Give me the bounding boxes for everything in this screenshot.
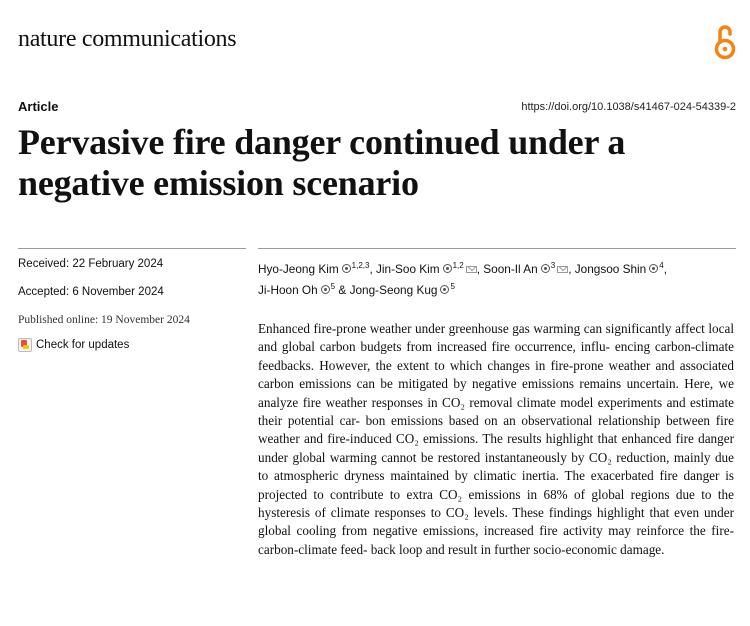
author-separator: , [476,262,484,276]
abstract-line: The exacerbated fire danger is projected to contribute to extra CO₂ emissions [258,468,735,502]
published-date: Published online: 19 November 2024 [18,314,190,326]
abstract-line: reduction, mainly due to atmospheric dryness maintained by climatic inertia. [258,449,734,484]
author-list [258,257,738,299]
received-date: Received: 22 February 2024 [18,258,164,270]
author [258,283,335,297]
abstract-line: and fire-induced CO₂ emissions. The results highlight that enhanced fire [303,431,699,447]
abstract-line: encing carbon-climate feedbacks. However, the extent to which changes in [258,339,734,373]
divider-right [258,248,736,249]
article-type: Article [18,99,59,114]
affiliation-number[interactable]: 1,2 [452,261,464,270]
abstract [258,320,734,559]
orcid-icon[interactable] [541,264,550,273]
affiliation-number[interactable]: 3 [550,261,556,270]
journal-name[interactable]: nature communications [18,26,237,52]
orcid-icon[interactable] [649,264,658,273]
author-separator: , [369,262,377,276]
affiliation-number[interactable]: 5 [330,282,336,291]
abstract-line: negative emissions remains uncertain. Here, we analyze fire weather responses [258,376,734,410]
envelope-icon[interactable] [557,266,568,273]
abstract-line: back loop and result in further socio-economic damage. [370,541,665,557]
author-name[interactable]: Jong-Seong Kug [349,283,438,297]
author-name[interactable]: Jongsoo Shin [574,262,647,276]
abstract-line: in 68% of global regions due to the hysteresis of climate responses to CO₂ [258,486,734,521]
abstract-line: affect local and global carbon budgets from increased fire occurrence, influ- [258,321,734,355]
abstract-line: Enhanced fire-prone weather under greenhouse gas warming can significantly [258,321,676,336]
affiliation-number[interactable]: 5 [450,282,455,291]
abstract-line: fire-prone weather and associated carbon emissions can be mitigated by [258,357,734,392]
author-name[interactable]: Ji-Hoon Oh [258,283,318,297]
accepted-date: Accepted: 6 November 2024 [18,286,164,298]
author-separator: , [568,262,575,276]
abstract-line: danger under global warming cannot be restored instantaneously by CO₂ [258,431,734,465]
check-for-updates-button[interactable] [18,338,129,352]
divider-left [18,248,246,249]
article-title: Pervasive fire danger continued under a negative emission scenario [18,122,626,203]
orcid-icon[interactable] [440,285,449,294]
envelope-icon[interactable] [466,266,477,273]
author-separator: & [335,283,350,297]
check-for-updates-label: Check for updates [36,339,130,351]
author [483,262,568,276]
author-separator: , [663,262,667,276]
abstract-line: bon emissions based on an observational relationship between fire weather [258,413,734,447]
author [575,262,664,276]
open-access-lock-icon [712,22,738,60]
author [258,262,369,276]
orcid-icon[interactable] [342,264,351,273]
crossmark-icon [18,338,32,352]
abstract-line: in CO₂ removal climate model experiments and estimate their potential car- [258,394,735,429]
author [350,283,455,297]
affiliation-number[interactable]: 4 [659,261,664,270]
doi-link[interactable]: https://doi.org/10.1038/s41467-024-54339-2 [521,101,736,113]
author-name[interactable]: Hyo-Jeong Kim [258,262,339,276]
author [376,262,477,276]
author-name[interactable]: Soon-Il An [483,262,538,276]
abstract-line: levels. These findings highlight that even under global cooling from negative [258,505,734,539]
author-name[interactable]: Jin-Soo Kim [376,262,440,276]
orcid-icon[interactable] [443,264,452,273]
abstract-line: emissions, increased fire activity may reinforce the fire-carbon-climate feed- [258,523,734,557]
orcid-icon[interactable] [321,285,330,294]
affiliation-number[interactable]: 1,2,3 [351,261,370,270]
